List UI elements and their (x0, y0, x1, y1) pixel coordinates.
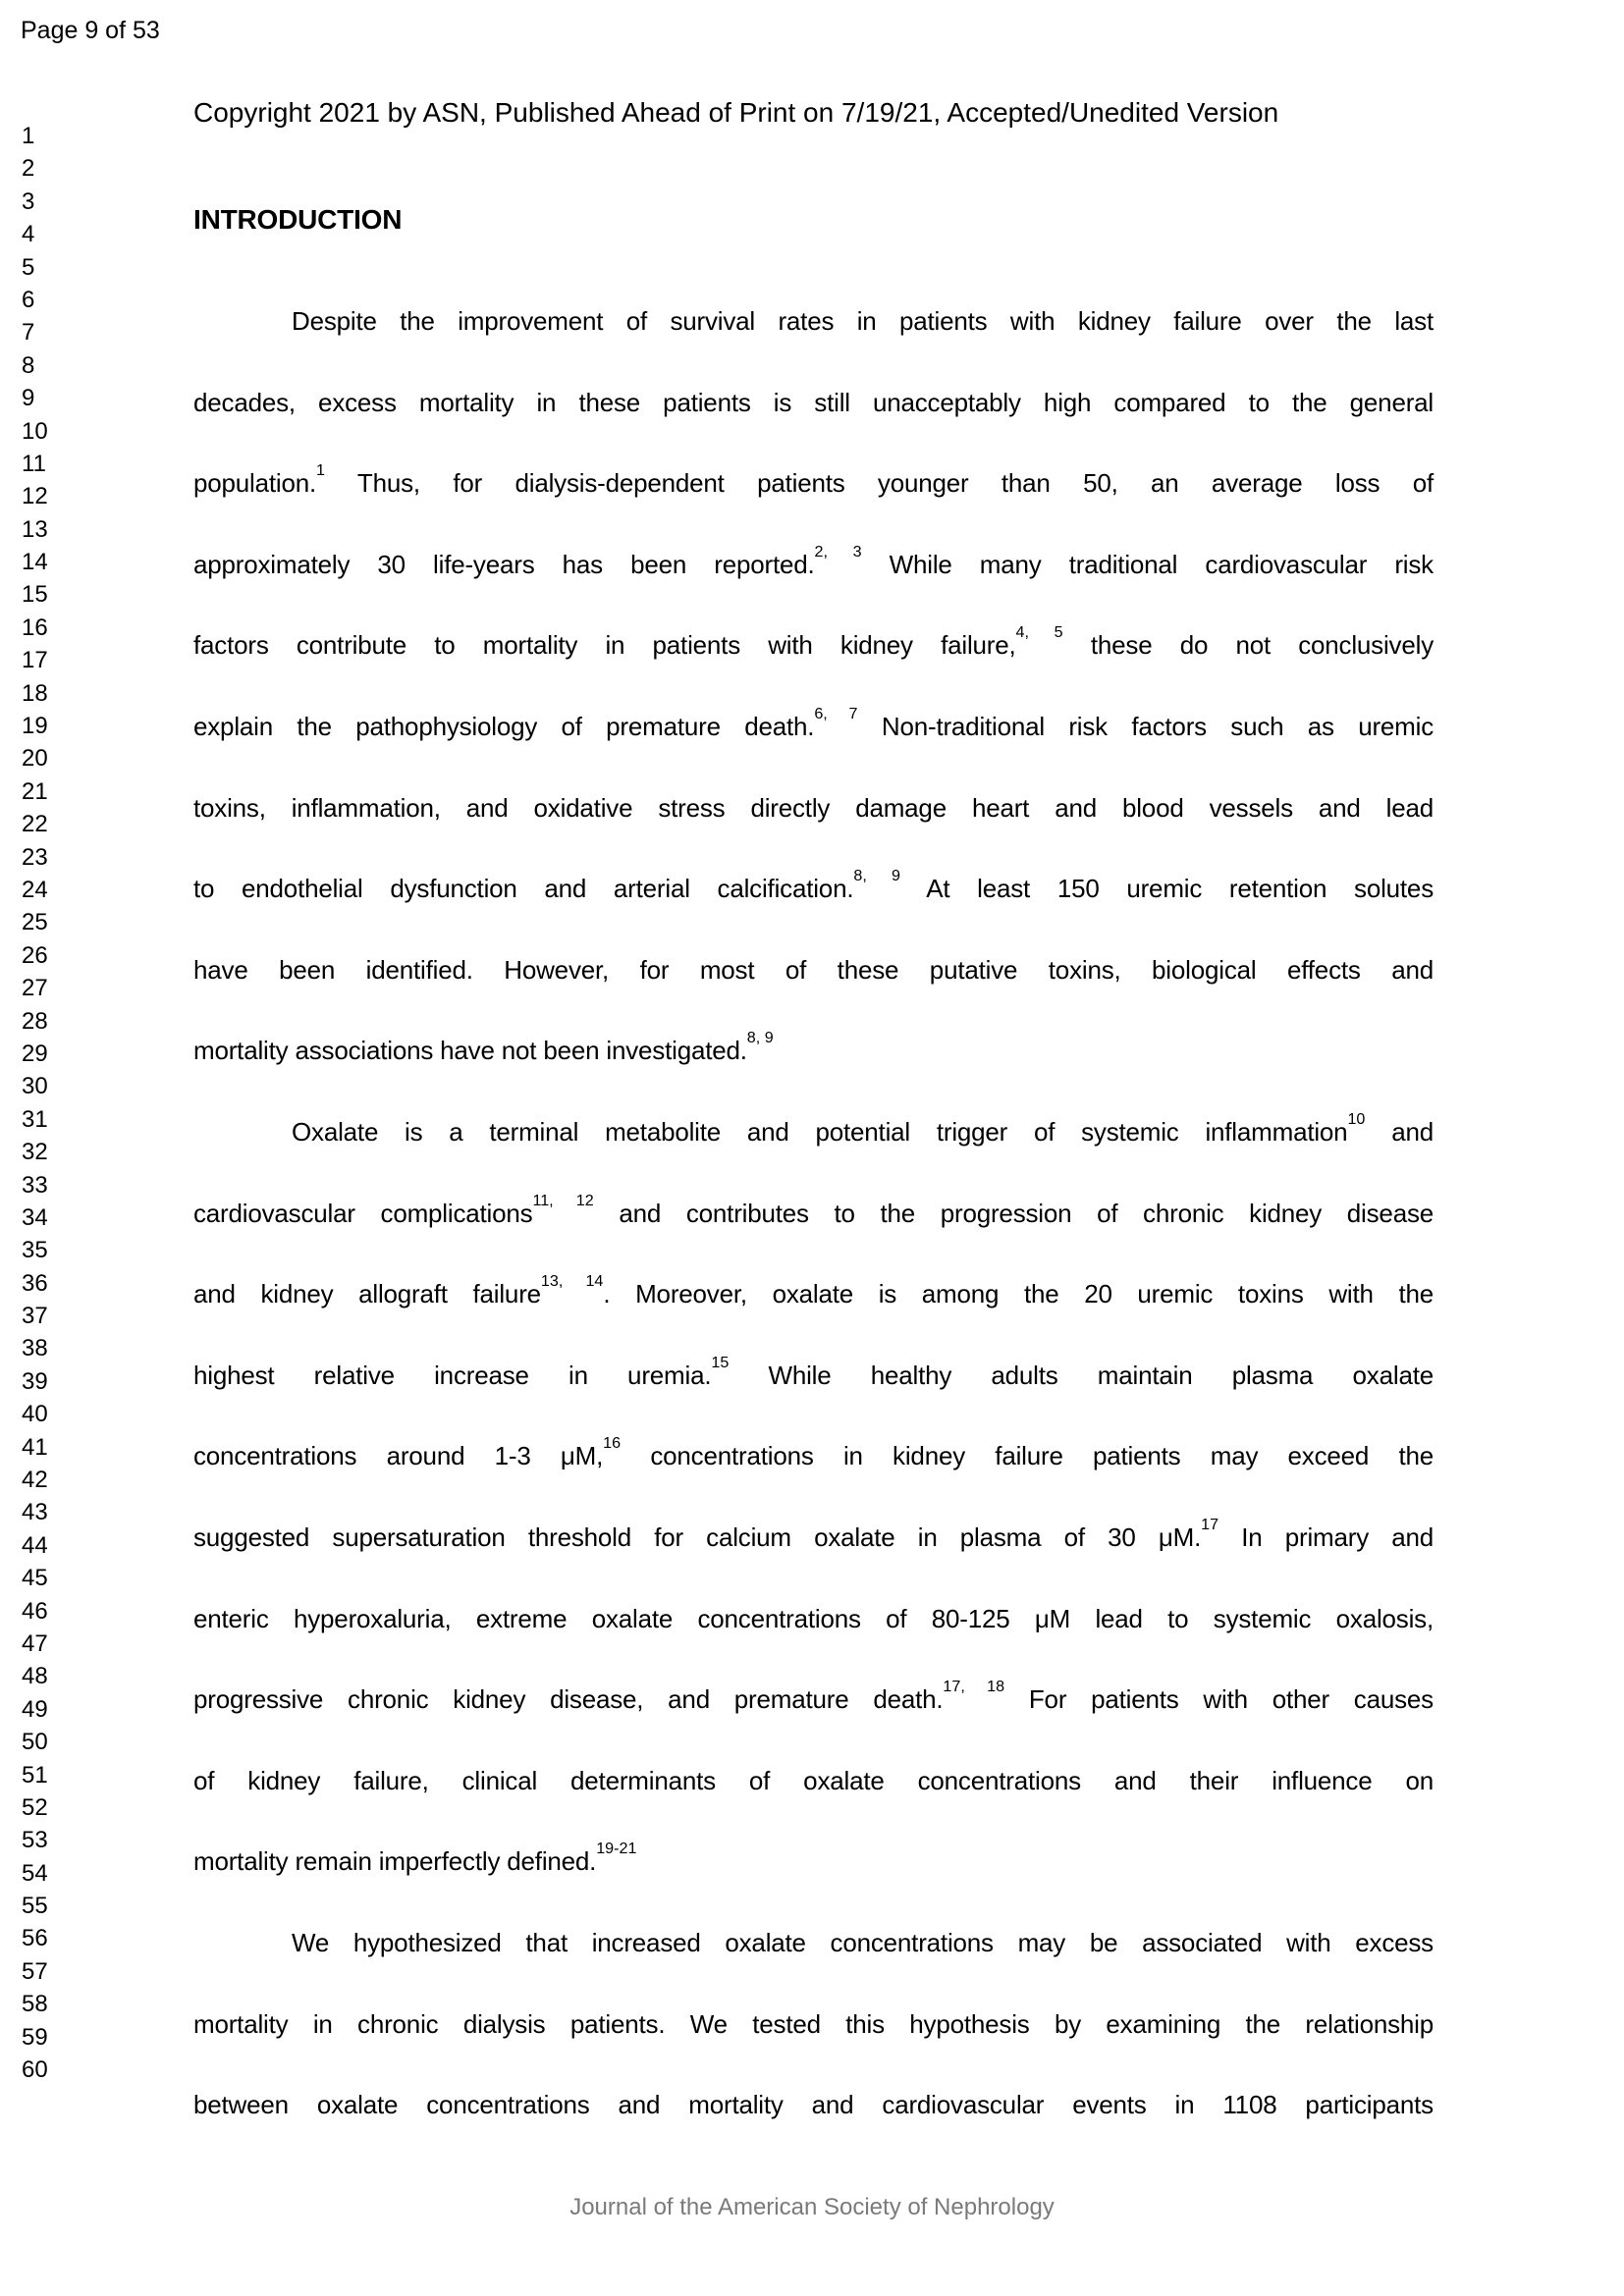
line-number: 57 (22, 1957, 48, 1985)
body-line: population.$^1$ Thus, for dialysis-dependent patients younger than 50, an average loss of (193, 461, 1434, 499)
line-number: 30 (22, 1073, 48, 1100)
line-number: 29 (22, 1040, 48, 1067)
line-number: 34 (22, 1203, 48, 1231)
line-number: 52 (22, 1793, 48, 1821)
line-number: 50 (22, 1729, 48, 1756)
line-number: 2 (22, 155, 35, 183)
body-line: We hypothesized that increased oxalate concentrations may be associated with excess (292, 1928, 1434, 1957)
line-number: 27 (22, 975, 48, 1002)
line-number: 10 (22, 417, 48, 445)
line-number: 12 (22, 483, 48, 510)
line-number: 8 (22, 351, 35, 379)
line-number: 9 (22, 385, 35, 412)
body-line: highest relative increase in uremia.$^{15}$ While healthy adults maintain plasma oxalate (193, 1353, 1434, 1390)
line-number: 58 (22, 1991, 48, 2018)
body-line: enteric hyperoxaluria, extreme oxalate concentrations of 80-125 μM lead to systemic oxalosis, (193, 1603, 1434, 1633)
line-number: 46 (22, 1597, 48, 1625)
line-number: 6 (22, 286, 35, 313)
line-number: 37 (22, 1303, 48, 1330)
line-number: 38 (22, 1335, 48, 1362)
body-line: Oxalate is a terminal metabolite and potential trigger of systemic inflammation$^{10}$ and (292, 1110, 1434, 1147)
line-number: 18 (22, 679, 48, 707)
line-number: 28 (22, 1007, 48, 1035)
line-number: 13 (22, 515, 48, 543)
line-number: 59 (22, 2023, 48, 2051)
body-line: between oxalate concentrations and mortality and cardiovascular events in 1108 participants (193, 2090, 1434, 2120)
line-number: 40 (22, 1401, 48, 1428)
body-line: have been identified. However, for most of these putative toxins, biological effects and (193, 954, 1434, 985)
line-number: 56 (22, 1925, 48, 1952)
line-number: 16 (22, 614, 48, 641)
line-number: 55 (22, 1893, 48, 1920)
line-number: 31 (22, 1105, 48, 1133)
line-number: 53 (22, 1827, 48, 1854)
body-line: mortality in chronic dialysis patients. We tested this hypothesis by examining the relationship (193, 2008, 1434, 2039)
body-text (193, 304, 1434, 2248)
line-number: 5 (22, 253, 35, 281)
page-number: Page 9 of 53 (21, 17, 160, 44)
line-number: 25 (22, 909, 48, 936)
line-number: 11 (22, 450, 46, 477)
body-line: cardiovascular complications$^{11, 12}$ and contributes to the progression of chronic kidney disease (193, 1191, 1435, 1228)
line-number: 14 (22, 549, 48, 576)
body-line: explain the pathophysiology of premature death.$^{6, 7}$ Non-traditional risk factors such as uremic (193, 705, 1435, 741)
line-number: 26 (22, 941, 48, 969)
line-number: 3 (22, 187, 35, 215)
line-number: 43 (22, 1499, 48, 1526)
line-number: 4 (22, 221, 35, 248)
body-line: and kidney allograft failure$^{13, 14}$. Moreover, oxalate is among the 20 uremic toxins with the (193, 1272, 1434, 1309)
line-number: 22 (22, 811, 48, 838)
line-number: 33 (22, 1171, 48, 1199)
section-heading: INTRODUCTION (193, 204, 403, 235)
line-number: 15 (22, 581, 48, 609)
line-number: 47 (22, 1629, 48, 1657)
body-line: to endothelial dysfunction and arterial calcification.$^{8, 9}$ At least 150 uremic retention solutes (193, 867, 1434, 904)
body-line: concentrations around 1-3 μM,$^{16}$ concentrations in kidney failure patients may exceed the (193, 1434, 1434, 1471)
line-number: 49 (22, 1695, 48, 1723)
line-number: 41 (22, 1433, 48, 1461)
body-line: mortality associations have not been investigated.$^{8, 9}$ (193, 1029, 774, 1066)
body-line: decades, excess mortality in these patients is still unacceptably high compared to the general (193, 387, 1434, 417)
line-number: 20 (22, 745, 48, 773)
body-line: of kidney failure, clinical determinants of oxalate concentrations and their influence on (193, 1765, 1434, 1795)
line-number: 36 (22, 1269, 48, 1297)
line-number: 44 (22, 1531, 48, 1559)
line-number: 35 (22, 1237, 48, 1264)
body-line: mortality remain imperfectly defined.$^{19-21}$ (193, 1840, 637, 1877)
line-number: 23 (22, 843, 48, 871)
line-number: 1 (22, 123, 35, 149)
line-number: 60 (22, 2056, 48, 2084)
line-number: 39 (22, 1367, 48, 1395)
line-number: 54 (22, 1859, 48, 1887)
body-line: factors contribute to mortality in patients with kidney failure,$^{4, 5}$ these do not conclusively (193, 623, 1434, 661)
copyright-line: Copyright 2021 by ASN, Published Ahead of Print on 7/19/21, Accepted/Unedited Version (193, 97, 1279, 128)
line-number: 24 (22, 876, 48, 903)
line-number: 42 (22, 1467, 48, 1494)
footer-journal: Journal of the American Society of Nephrology (569, 2194, 1055, 2220)
body-line: toxins, inflammation, and oxidative stress directly damage heart and blood vessels and lead (193, 792, 1434, 823)
line-number: 7 (22, 319, 35, 347)
line-number-column (22, 120, 81, 2086)
body-line: progressive chronic kidney disease, and premature death.$^{17, 18}$ For patients with other causes (193, 1678, 1434, 1715)
line-number: 51 (22, 1761, 48, 1789)
line-number: 48 (22, 1663, 48, 1690)
line-number: 32 (22, 1139, 48, 1166)
body-line: suggested supersaturation threshold for calcium oxalate in plasma of 30 μM.$^{17}$ In primary and (193, 1516, 1434, 1552)
body-line: Despite the improvement of survival rates in patients with kidney failure over the last (292, 306, 1434, 336)
line-number: 21 (22, 777, 48, 805)
line-number: 19 (22, 713, 48, 740)
body-line: approximately 30 life-years has been reported.$^{2, 3}$ While many traditional cardiovascular risk (193, 542, 1434, 579)
line-number: 45 (22, 1565, 48, 1592)
line-number: 17 (22, 647, 48, 674)
